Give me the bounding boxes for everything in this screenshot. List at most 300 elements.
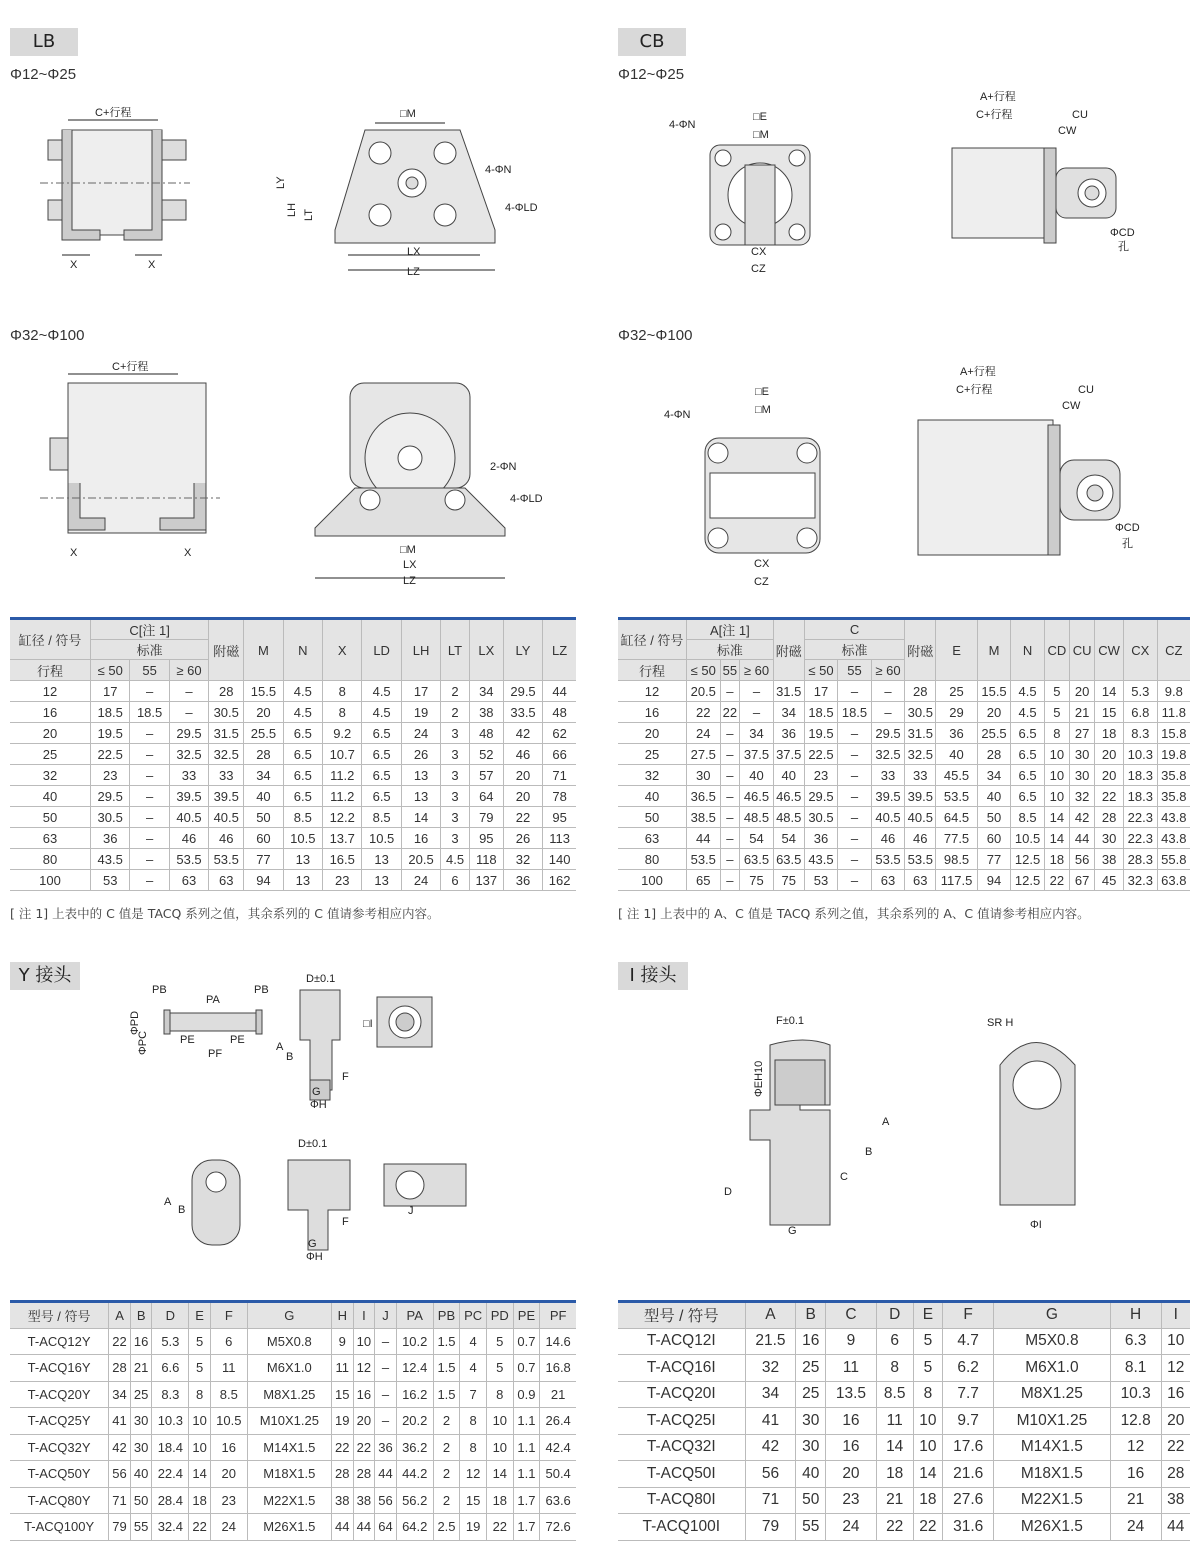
- y-large-a-label: A: [164, 1196, 172, 1208]
- y-table-cell: M14X1.5: [247, 1434, 331, 1461]
- y-table-cell: 18.4: [152, 1434, 189, 1461]
- lb-header-le50: ≤ 50: [91, 660, 130, 681]
- y-pe-label-left: PE: [180, 1034, 195, 1046]
- i-d-label: D: [724, 1186, 732, 1198]
- y-table-row: [10, 1461, 576, 1488]
- y-table-cell: 2: [433, 1408, 460, 1435]
- y-table-cell: 10: [189, 1434, 211, 1461]
- lb-table-row: [10, 723, 576, 744]
- i-table-cell: 9: [826, 1328, 877, 1355]
- lb-table-cell: 4.5: [283, 681, 322, 702]
- y-table-cell: 41: [109, 1408, 131, 1435]
- cb-table-cell: 34: [773, 702, 804, 723]
- i-srh-label: SR H: [987, 1017, 1014, 1029]
- y-table-cell: –: [375, 1355, 397, 1382]
- y-table-cell: 30: [130, 1434, 152, 1461]
- cb-table-cell: 22.3: [1124, 807, 1158, 828]
- cb-table-cell: –: [838, 765, 872, 786]
- lb-table-cell: 13: [362, 849, 401, 870]
- y-table-cell: 28: [353, 1461, 375, 1488]
- y-table-row: [10, 1355, 576, 1382]
- y-table-cell: 6.6: [152, 1355, 189, 1382]
- cb-table-cell: 46: [905, 828, 936, 849]
- lb-table-cell: 42: [503, 723, 542, 744]
- lb-table-cell: 40: [10, 786, 91, 807]
- y-b-label: B: [286, 1051, 294, 1063]
- lb-table-cell: 2: [441, 681, 470, 702]
- cb-table-cell: 6.5: [1011, 723, 1045, 744]
- lb-table-cell: 13: [401, 765, 440, 786]
- y-large-d-label: D±0.1: [298, 1138, 328, 1150]
- lb-table-cell: 46: [169, 828, 208, 849]
- lb-large-front-drawing: [265, 378, 565, 588]
- cb-large-front-drawing: [660, 383, 830, 588]
- cb-table-cell: 63.5: [740, 849, 774, 870]
- y-table-cell: 44: [331, 1514, 353, 1541]
- lb-table-cell: 8: [323, 702, 362, 723]
- y-table-cell: 5: [189, 1355, 211, 1382]
- cb-small-front-drawing: [665, 110, 825, 280]
- cb-small-cw-label: CW: [1058, 125, 1077, 137]
- lb-table-cell: 118: [469, 849, 503, 870]
- i-table-cell: 21: [876, 1487, 913, 1514]
- i-table-cell: M6X1.0: [994, 1355, 1111, 1382]
- cb-table-cell: 39.5: [905, 786, 936, 807]
- cb-table-cell: 18.3: [1124, 765, 1158, 786]
- y-table-cell: 22: [189, 1514, 211, 1541]
- cb-table-cell: 18: [1044, 849, 1069, 870]
- y-large-top-drawing: [380, 1160, 470, 1215]
- lb-table-cell: 36: [503, 870, 542, 891]
- lb-table-cell: 3: [441, 828, 470, 849]
- cb-small-cu-label: CU: [1072, 109, 1088, 121]
- lb-table-cell: 50: [244, 807, 283, 828]
- lb-large-lz-label: LZ: [403, 575, 416, 587]
- y-table-cell: 16: [353, 1381, 375, 1408]
- cb-table-cell: –: [720, 870, 740, 891]
- cb-large-e-label: □E: [755, 386, 769, 398]
- y-header-cell: D: [152, 1302, 189, 1329]
- i-table-row: [618, 1328, 1190, 1355]
- y-table-cell: 50: [130, 1487, 152, 1514]
- i-table-cell: 10: [1161, 1328, 1190, 1355]
- lb-table-cell: 29.5: [503, 681, 542, 702]
- y-table-cell: 10.3: [152, 1408, 189, 1435]
- lb-table-cell: 95: [469, 828, 503, 849]
- y-table-cell: 44: [375, 1461, 397, 1488]
- i-table-cell: 16: [1161, 1381, 1190, 1408]
- cb-table-cell: 55.8: [1157, 849, 1190, 870]
- cb-small-e-label: □E: [753, 111, 767, 123]
- i-table-cell: 55: [796, 1514, 826, 1541]
- cb-header-col: CW: [1095, 619, 1124, 681]
- i-table-cell: 21.5: [745, 1328, 796, 1355]
- lb-table-cell: 77: [244, 849, 283, 870]
- i-table-cell: M5X0.8: [994, 1328, 1111, 1355]
- cb-table-cell: 40: [740, 765, 774, 786]
- i-table-cell: T-ACQ32I: [618, 1434, 745, 1461]
- i-table-cell: 12: [1161, 1355, 1190, 1382]
- lb-table-cell: 39.5: [169, 786, 208, 807]
- cb-table-cell: 5: [1044, 702, 1069, 723]
- i-table-cell: 31.6: [943, 1514, 994, 1541]
- i-table-cell: 20: [826, 1461, 877, 1488]
- i-table-cell: 10: [913, 1408, 943, 1435]
- i-table-cell: 24: [826, 1514, 877, 1541]
- cb-header-col: N: [1011, 619, 1045, 681]
- lb-table-cell: 33.5: [503, 702, 542, 723]
- i-table-cell: T-ACQ25I: [618, 1408, 745, 1435]
- lb-table-cell: 23: [91, 765, 130, 786]
- y-header-cell: G: [247, 1302, 331, 1329]
- lb-table-cell: 2: [441, 702, 470, 723]
- cb-table-cell: 53.5: [905, 849, 936, 870]
- y-table-cell: 0.9: [513, 1381, 540, 1408]
- i-header-cell: H: [1110, 1302, 1161, 1329]
- y-large-f-label: F: [342, 1216, 349, 1228]
- cb-table-cell: 94: [977, 870, 1011, 891]
- cb-table-cell: 20: [618, 723, 687, 744]
- cb-table-cell: 30: [1069, 765, 1094, 786]
- y-table-cell: 16.2: [396, 1381, 433, 1408]
- lb-table-cell: 15.5: [244, 681, 283, 702]
- i-header-cell: B: [796, 1302, 826, 1329]
- lb-table-cell: 6.5: [362, 786, 401, 807]
- lb-table-cell: 38: [469, 702, 503, 723]
- cb-table-cell: 75: [740, 870, 774, 891]
- y-header-cell: E: [189, 1302, 211, 1329]
- y-large-h-label: ΦH: [306, 1251, 323, 1263]
- i-front-drawing: [975, 1010, 1095, 1235]
- lb-table-cell: 32: [503, 849, 542, 870]
- y-table-cell: 20.2: [396, 1408, 433, 1435]
- lb-table-cell: 32.5: [209, 744, 244, 765]
- lb-table-cell: 52: [469, 744, 503, 765]
- lb-table-cell: 12.2: [323, 807, 362, 828]
- lb-table-cell: 3: [441, 744, 470, 765]
- cb-table-cell: 43.8: [1157, 807, 1190, 828]
- i-table-cell: 16: [1110, 1461, 1161, 1488]
- cb-table-cell: 23: [804, 765, 838, 786]
- y-pb-label-left: PB: [152, 984, 167, 996]
- y-header-cell: PE: [513, 1302, 540, 1329]
- y-table-cell: 36.2: [396, 1434, 433, 1461]
- y-table-cell: T-ACQ12Y: [10, 1328, 109, 1355]
- y-large-front-drawing: [160, 1145, 250, 1250]
- cb-table-cell: 77: [977, 849, 1011, 870]
- i-table-cell: 6.3: [1110, 1328, 1161, 1355]
- y-table-cell: 28: [331, 1461, 353, 1488]
- lb-table-cell: 9.2: [323, 723, 362, 744]
- y-table-cell: 2.5: [433, 1514, 460, 1541]
- cb-table-cell: 17: [804, 681, 838, 702]
- lb-table-cell: 162: [543, 870, 576, 891]
- lb-table-cell: 22.5: [91, 744, 130, 765]
- cb-table-cell: 40.5: [871, 807, 905, 828]
- i-table-cell: 5: [913, 1355, 943, 1382]
- lb-table-cell: 31.5: [209, 723, 244, 744]
- lb-small-side-drawing: [40, 105, 190, 270]
- i-table-cell: M10X1.25: [994, 1408, 1111, 1435]
- lb-table-cell: 28: [209, 681, 244, 702]
- lb-table-cell: 6.5: [283, 765, 322, 786]
- y-table-cell: 8: [189, 1381, 211, 1408]
- cb-table-cell: –: [871, 702, 905, 723]
- y-table-cell: 30: [130, 1408, 152, 1435]
- lb-header-col: LZ: [543, 619, 576, 681]
- cb-table-cell: 5: [1044, 681, 1069, 702]
- y-table-cell: 1.5: [433, 1381, 460, 1408]
- y-header-cell: J: [375, 1302, 397, 1329]
- cb-table-body: [618, 681, 1190, 891]
- lb-table-cell: 50: [10, 807, 91, 828]
- i-table-cell: T-ACQ16I: [618, 1355, 745, 1382]
- cb-table-cell: 14: [1044, 807, 1069, 828]
- lb-table-cell: 53.5: [209, 849, 244, 870]
- y-table-cell: 19: [331, 1408, 353, 1435]
- i-table-cell: 30: [796, 1408, 826, 1435]
- cb-table-cell: 30.5: [804, 807, 838, 828]
- cb-large-m-label: □M: [755, 404, 771, 416]
- y-table-cell: T-ACQ80Y: [10, 1487, 109, 1514]
- y-header-cell: B: [130, 1302, 152, 1329]
- i-table-cell: 12: [1110, 1434, 1161, 1461]
- cb-table-cell: 27.5: [687, 744, 721, 765]
- y-table-cell: –: [375, 1408, 397, 1435]
- lb-header-stroke: 行程: [10, 660, 91, 681]
- y-table-cell: 18: [486, 1487, 513, 1514]
- i-table-cell: M22X1.5: [994, 1487, 1111, 1514]
- y-large-side-drawing: [280, 1135, 370, 1265]
- y-table-cell: 7: [460, 1381, 487, 1408]
- i-table-cell: 22: [913, 1514, 943, 1541]
- i-table-cell: 7.7: [943, 1381, 994, 1408]
- lb-table-cell: 6.5: [362, 723, 401, 744]
- cb-large-c-stroke-label: C+行程: [956, 384, 993, 396]
- cb-header-a-mag: 附磁: [773, 619, 804, 681]
- cb-table-cell: 20: [977, 702, 1011, 723]
- y-table-cell: 16: [130, 1328, 152, 1355]
- lb-header-col: LH: [401, 619, 440, 681]
- lb-small-m-label: □M: [400, 108, 416, 120]
- cb-table-cell: 11.8: [1157, 702, 1190, 723]
- lb-table-cell: 16: [401, 828, 440, 849]
- i-table-cell: 12.8: [1110, 1408, 1161, 1435]
- i-table-body: [618, 1302, 1190, 1541]
- y-table-cell: 25: [130, 1381, 152, 1408]
- y-table-cell: 56: [109, 1461, 131, 1488]
- cb-spec-table: [618, 617, 1190, 891]
- i-header-row: [618, 1302, 1190, 1329]
- lb-table-cell: 32: [10, 765, 91, 786]
- cb-small-m-label: □M: [753, 129, 769, 141]
- lb-table-cell: –: [130, 681, 169, 702]
- lb-table-cell: 4.5: [283, 702, 322, 723]
- lb-table-cell: 6.5: [362, 744, 401, 765]
- i-table-cell: 79: [745, 1514, 796, 1541]
- i-g-label: G: [788, 1225, 797, 1237]
- lb-small-lt-label: LT: [303, 208, 315, 221]
- cb-table-row: [618, 723, 1190, 744]
- cb-table-cell: 20: [1095, 765, 1124, 786]
- lb-table-cell: 36: [91, 828, 130, 849]
- cb-table-cell: 6.5: [1011, 786, 1045, 807]
- y-table-cell: 10.5: [210, 1408, 247, 1435]
- cb-table-cell: 25: [618, 744, 687, 765]
- lb-table-cell: 63: [209, 870, 244, 891]
- i-side-drawing: [720, 1010, 905, 1235]
- lb-table-cell: 30.5: [91, 807, 130, 828]
- cb-table-cell: 25.5: [977, 723, 1011, 744]
- cb-table-cell: 27: [1069, 723, 1094, 744]
- cb-table-cell: 44: [1069, 828, 1094, 849]
- cb-header-col: CX: [1124, 619, 1158, 681]
- y-table-cell: 8: [460, 1434, 487, 1461]
- section-tag-cb: CB: [618, 28, 686, 56]
- cb-table-cell: 8.5: [1011, 807, 1045, 828]
- y-table-cell: T-ACQ16Y: [10, 1355, 109, 1382]
- section-tag-y-joint: Y 接头: [10, 962, 80, 990]
- y-table-row: [10, 1408, 576, 1435]
- cb-table-cell: 28: [977, 744, 1011, 765]
- y-table-cell: –: [375, 1381, 397, 1408]
- i-b-label: B: [865, 1146, 873, 1158]
- lb-table-cell: –: [130, 786, 169, 807]
- cb-table-cell: 43.8: [1157, 828, 1190, 849]
- y-table-row: [10, 1381, 576, 1408]
- cb-table-row: [618, 744, 1190, 765]
- cb-table-cell: 18.3: [1124, 786, 1158, 807]
- cb-table-cell: 77.5: [936, 828, 977, 849]
- y-table-row: [10, 1487, 576, 1514]
- lb-table-row: [10, 744, 576, 765]
- cb-table-row: [618, 681, 1190, 702]
- y-table-cell: 2: [433, 1434, 460, 1461]
- lb-table-cell: 4.5: [362, 681, 401, 702]
- cb-small-a-stroke-label: A+行程: [980, 91, 1016, 103]
- cb-table-cell: 44: [687, 828, 721, 849]
- y-table-cell: 40: [130, 1461, 152, 1488]
- lb-table-cell: 20: [503, 786, 542, 807]
- lb-table-cell: 46: [209, 828, 244, 849]
- lb-table-cell: 13: [401, 786, 440, 807]
- y-i-label: □I: [363, 1018, 373, 1030]
- cb-table-cell: 32.5: [905, 744, 936, 765]
- cb-table-cell: 18.5: [838, 702, 872, 723]
- cb-table-cell: 80: [618, 849, 687, 870]
- i-table-cell: M26X1.5: [994, 1514, 1111, 1541]
- cb-header-a-55: 55: [720, 660, 740, 681]
- lb-size-range-large: Φ32~Φ100: [10, 327, 85, 344]
- i-header-cell: A: [745, 1302, 796, 1329]
- y-table-cell: T-ACQ100Y: [10, 1514, 109, 1541]
- cb-small-hole-label: 孔: [1118, 241, 1129, 253]
- i-table-cell: 25: [796, 1355, 826, 1382]
- lb-table-cell: 29.5: [91, 786, 130, 807]
- lb-table-cell: 12: [10, 681, 91, 702]
- cb-small-c-stroke-label: C+行程: [976, 109, 1013, 121]
- lb-table-cell: –: [130, 870, 169, 891]
- lb-table-cell: 25: [10, 744, 91, 765]
- cb-table-cell: 50: [618, 807, 687, 828]
- y-table-cell: 24: [210, 1514, 247, 1541]
- cb-header-a-le50: ≤ 50: [687, 660, 721, 681]
- lb-table-cell: 20: [10, 723, 91, 744]
- i-table-row: [618, 1381, 1190, 1408]
- y-table-cell: 6: [210, 1328, 247, 1355]
- i-table-row: [618, 1355, 1190, 1382]
- y-table-cell: 0.7: [513, 1355, 540, 1382]
- lb-table-cell: 4.5: [362, 702, 401, 723]
- i-table-cell: 18: [876, 1461, 913, 1488]
- y-table-cell: M10X1.25: [247, 1408, 331, 1435]
- y-table-cell: 15: [331, 1381, 353, 1408]
- cb-table-cell: 29: [936, 702, 977, 723]
- y-spec-table: [10, 1300, 576, 1541]
- cb-table-cell: 98.5: [936, 849, 977, 870]
- lb-table-cell: 19.5: [91, 723, 130, 744]
- lb-table-cell: 66: [543, 744, 576, 765]
- cb-table-cell: 20: [1095, 744, 1124, 765]
- cb-small-4n-label: 4-ΦN: [669, 119, 696, 131]
- y-pd-label: ΦPD: [129, 1010, 141, 1035]
- cb-table-cell: 14: [1044, 828, 1069, 849]
- lb-table-cell: 63: [10, 828, 91, 849]
- lb-spec-table: [10, 617, 576, 891]
- lb-header-col: N: [283, 619, 322, 681]
- i-table-cell: 16: [826, 1408, 877, 1435]
- cb-table-cell: –: [720, 723, 740, 744]
- lb-header-c: C[注 1]: [91, 619, 209, 640]
- cb-table-cell: 117.5: [936, 870, 977, 891]
- y-header-cell: H: [331, 1302, 353, 1329]
- i-table-cell: T-ACQ80I: [618, 1487, 745, 1514]
- y-table-cell: 28: [109, 1355, 131, 1382]
- y-table-cell: 11: [331, 1355, 353, 1382]
- cb-table-cell: –: [720, 744, 740, 765]
- y-table-cell: 20: [210, 1461, 247, 1488]
- y-table-cell: 21: [540, 1381, 576, 1408]
- y-table-cell: 12: [460, 1461, 487, 1488]
- cb-table-cell: 10: [1044, 765, 1069, 786]
- cb-table-cell: 36: [936, 723, 977, 744]
- lb-table-cell: 24: [401, 870, 440, 891]
- lb-header-std: 标准: [91, 640, 209, 660]
- cb-table-cell: 54: [773, 828, 804, 849]
- cb-table-cell: 56: [1069, 849, 1094, 870]
- lb-table-cell: 25.5: [244, 723, 283, 744]
- lb-table-cell: 13.7: [323, 828, 362, 849]
- lb-table-cell: 13: [362, 870, 401, 891]
- y-table-cell: 22: [331, 1434, 353, 1461]
- i-table-cell: 20: [1161, 1408, 1190, 1435]
- lb-small-ly-label: LY: [275, 176, 287, 189]
- lb-table-cell: 26: [503, 828, 542, 849]
- i-table-cell: 40: [796, 1461, 826, 1488]
- i-table-cell: 22: [876, 1514, 913, 1541]
- cb-table-cell: 30.5: [905, 702, 936, 723]
- cb-table-cell: 63: [618, 828, 687, 849]
- cb-table-cell: 53: [804, 870, 838, 891]
- i-header-cell: G: [994, 1302, 1111, 1329]
- cb-table-cell: 63.5: [773, 849, 804, 870]
- cb-table-cell: 67: [1069, 870, 1094, 891]
- cb-table-cell: 32.3: [1124, 870, 1158, 891]
- i-table-cell: 5: [913, 1328, 943, 1355]
- lb-small-4ld-label: 4-ΦLD: [505, 202, 538, 214]
- i-table-cell: 6.2: [943, 1355, 994, 1382]
- y-table-cell: 5.3: [152, 1328, 189, 1355]
